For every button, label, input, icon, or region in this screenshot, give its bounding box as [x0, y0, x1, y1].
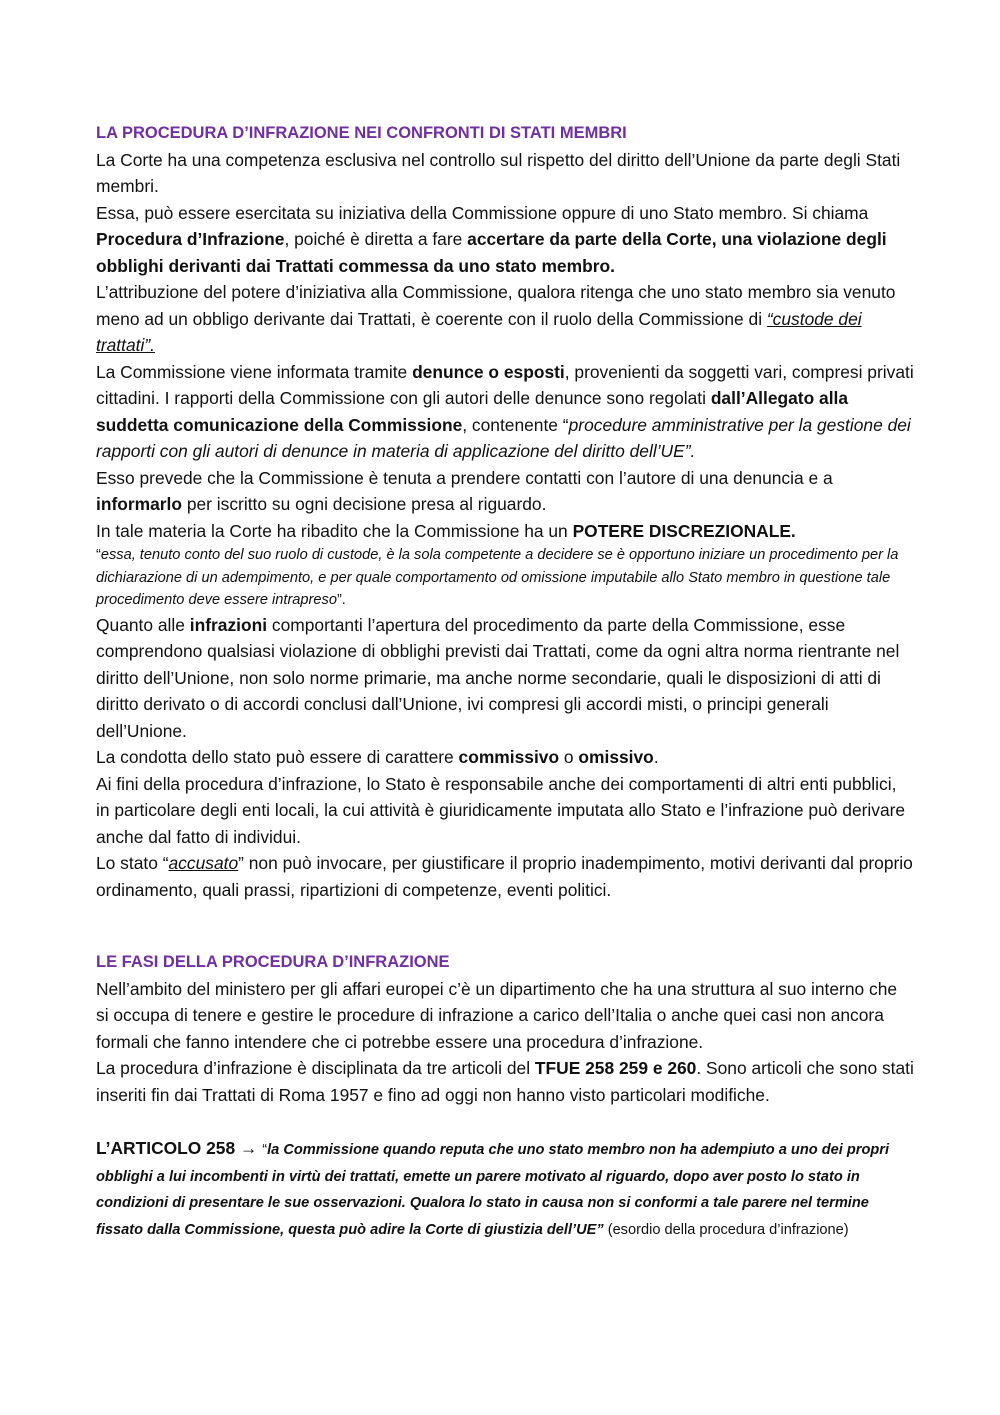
paragraph-infractions: Quanto alle infrazioni comportanti l’apertura del procedimento da parte della Commissione, esse comprendono qualsiasi violazione di obblighi previsti dai Trattati, come da ogni altra norma rientrante nel diritto dell’Unione, non solo norme primarie, ma anche norme secondarie, quali le disposizioni di atti di diritto derivato o di accordi conclusi dall’Unione, ivi compresi gli accordi misti, o principi generali dell’Unione. — [96, 614, 900, 741]
paragraph-ministry-department: Nell’ambito del ministero per gli affari europei c’è un dipartimento che ha una struttura al suo interno che si occupa di tenere e gestire le procedure di infrazione a carico dell’Italia o anche quei casi non ancora formali che fanno intendere che ci potrebbe essere una procedura d’infrazione. — [96, 978, 898, 1052]
spacer — [96, 903, 914, 949]
article-258-quote: la Commissione quando reputa che uno stato membro non ha adempiuto a uno dei propri obblighi a lui incombenti in virtù dei trattati, emette un parere motivato al riguardo, dopo aver posto lo stato in condizioni di presentare le sue osservazioni. Qualora lo stato in causa non si conformi a tale parere nel termine fissato dalla Commissione, questa può adire la Corte di giustizia dell’UE” — [96, 1142, 890, 1238]
paragraph-accused-state: Lo stato “accusato” non può invocare, per giustificare il proprio inadempimento, motivi derivanti dal proprio ordinamento, quali prassi, ripartizioni di competenze, eventi politici. — [96, 853, 913, 900]
section-heading-procedure-phases: LE FASI DELLA PROCEDURA D’INFRAZIONE — [96, 953, 450, 971]
paragraph-article-258: L’ARTICOLO 258 → “la Commissione quando reputa che uno stato membro non ha adempiuto a uno dei propri obblighi a lui incombenti in virtù dei trattati, emette un parere motivato al riguardo, dopo aver posto lo stato in condizioni di presentare le sue osservazioni. Qualora lo stato in causa non si conformi a tale parere nel termine fissato dalla Commissione, questa può adire la Corte di giustizia dell’UE” (esordio della procedura d’infrazione) — [96, 1138, 890, 1238]
paragraph-court-competence: La Corte ha una competenza esclusiva nel controllo sul rispetto del diritto dell’Unione da parte degli Stati membri. — [96, 149, 901, 196]
paragraph-tfue-articles: La procedura d’infrazione è disciplinata da tre articoli del TFUE 258 259 e 260. Sono articoli che sono stati inseriti fin dai Trattati di Roma 1957 e fino ad oggi non hanno visto particolari modifiche. — [96, 1058, 914, 1105]
paragraph-complaints: La Commissione viene informata tramite denunce o esposti, provenienti da soggetti vari, compresi privati cittadini. I rapporti della Commissione con gli autori delle denunce sono regolati dall’Allegato alla suddetta comunicazione della Commissione, contenente “procedure amministrative per la gestione dei rapporti con gli autori di denunce in materia di applicazione del diritto dell’UE”. — [96, 361, 914, 461]
document-page — [96, 120, 914, 1241]
treaty-guardian-quote: “custode dei trattati”. — [96, 308, 862, 355]
section-heading-infraction-procedure: LA PROCEDURA D’INFRAZIONE NEI CONFRONTI DI STATI MEMBRI — [96, 124, 627, 142]
paragraph-inform-author: Esso prevede che la Commissione è tenuta a prendere contatti con l’autore di una denuncia e a informarlo per iscritto su ogni decisione presa al riguardo. — [96, 467, 833, 514]
paragraph-initiative: Essa, può essere esercitata su iniziativa della Commissione oppure di uno Stato membro. Si chiama Procedura d’Infrazione, poiché è diretta a fare accertare da parte della Corte, una violazione degli obblighi derivanti dai Trattati commessa da uno stato membro. — [96, 202, 887, 276]
spacer — [96, 1108, 914, 1135]
paragraph-conduct: La condotta dello stato può essere di carattere commissivo o omissivo. — [96, 747, 659, 767]
paragraph-discretionary-power: In tale materia la Corte ha ribadito che la Commissione ha un POTERE DISCREZIONALE. — [96, 520, 796, 541]
paragraph-state-responsibility: Ai fini della procedura d’infrazione, lo Stato è responsabile anche dei comportamenti di altri enti pubblici, in particolare degli enti locali, la cui attività è giuridicamente imputata allo Stato e l’infrazione può derivare anche dal fatto di individui. — [96, 773, 906, 847]
court-quote: “essa, tenuto conto del suo ruolo di custode, è la sola competente a decidere se è opportuno iniziare un procedimento per la dichiarazione di un adempimento, e per quale comportamento od omissione imputabile allo Stato membro in questione tale procedimento deve essere intrapreso”. — [96, 547, 899, 608]
paragraph-commission-role: L’attribuzione del potere d’iniziativa alla Commissione, qualora ritenga che uno stato membro sia venuto meno ad un obbligo derivante dai Trattati, è coerente con il ruolo della Commissione di “custode dei trattati”. — [96, 282, 896, 355]
arrow-icon: → — [235, 1138, 263, 1158]
article-258-label: L’ARTICOLO 258 — [96, 1138, 236, 1158]
